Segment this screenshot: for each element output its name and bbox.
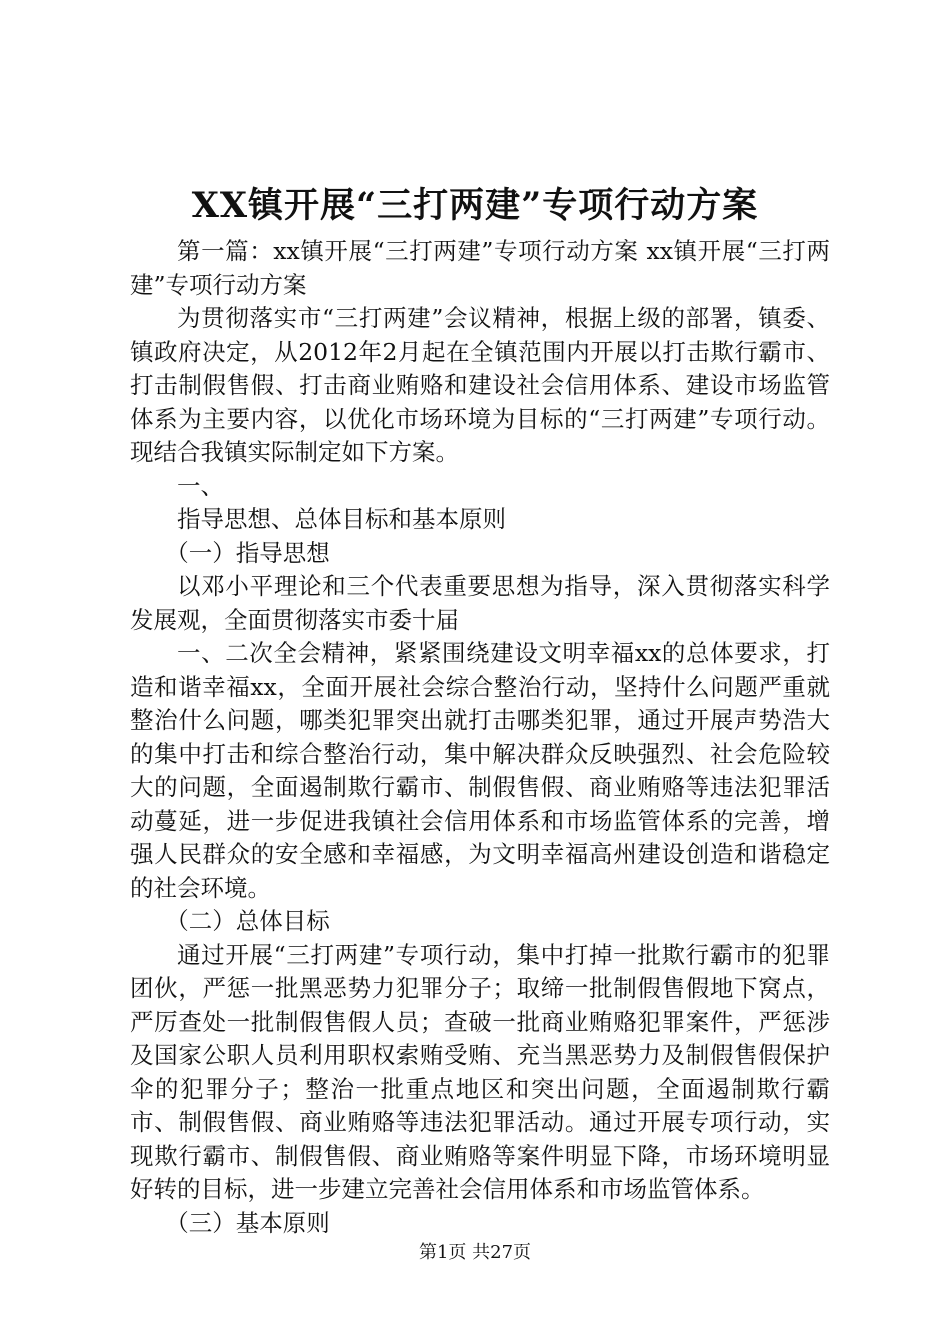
paragraph-2: 为贯彻落实市“三打两建”会议精神，根据上级的部署，镇委、镇政府决定，从2012年2月起在全镇范围内开展以打击欺行霸市、打击制假售假、打击商业贿赂和建设社会信用体系、建设市场监管体系为主要内容，以优化市场环境为目标的“三打两建”专项行动。现结合我镇实际制定如下方案。 [130,304,830,466]
paragraph-4: 一、二次全会精神，紧紧围绕建设文明幸福xx的总体要求，打造和谐幸福xx，全面开展社会综合整治行动，坚持什么问题严重就整治什么问题，哪类犯罪突出就打击哪类犯罪，通过开展声势浩大的集中打击和综合整治行动，集中解决群众反映强烈、社会危险较大的问题，全面遏制欺行霸市、制假售假、商业贿赂等违法犯罪活动蔓延，进一步促进我镇社会信用体系和市场监管体系的完善，增强人民群众的安全感和幸福感，为文明幸福高州建设创造和谐稳定的社会环境。 [130,639,830,902]
paragraph-1: 第一篇：xx镇开展“三打两建”专项行动方案 xx镇开展“三打两建”专项行动方案 [130,237,830,299]
paragraph-5: 通过开展“三打两建”专项行动，集中打掉一批欺行霸市的犯罪团伙，严惩一批黑恶势力犯罪分子；取缔一批制假售假地下窝点，严厉查处一批制假售假人员；查破一批商业贿赂犯罪案件，严惩涉及国家公职人员利用职权索贿受贿、充当黑恶势力及制假售假保护伞的犯罪分子；整治一批重点地区和突出问题，全面遏制欺行霸市、制假售假、商业贿赂等违法犯罪活动。通过开展专项行动，实现欺行霸市、制假售假、商业贿赂等案件明显下降，市场环境明显好转的目标，进一步建立完善社会信用体系和市场监管体系。 [130,940,830,1203]
subsection-heading-1: （一）指导思想 [165,538,330,567]
section-heading: 指导思想、总体目标和基本原则 [177,505,506,533]
subsection-heading-3: （三）基本原则 [165,1208,330,1237]
page-footer: 第1页 共27页 [418,1242,532,1263]
document-title: XX镇开展“三打两建”专项行动方案 [191,185,759,226]
document-body [130,235,830,1240]
section-number: 一、 [177,471,224,500]
paragraph-3: 以邓小平理论和三个代表重要思想为指导，深入贯彻落实科学发展观，全面贯彻落实市委十届 [130,572,830,634]
subsection-heading-2: （二）总体目标 [165,907,330,935]
